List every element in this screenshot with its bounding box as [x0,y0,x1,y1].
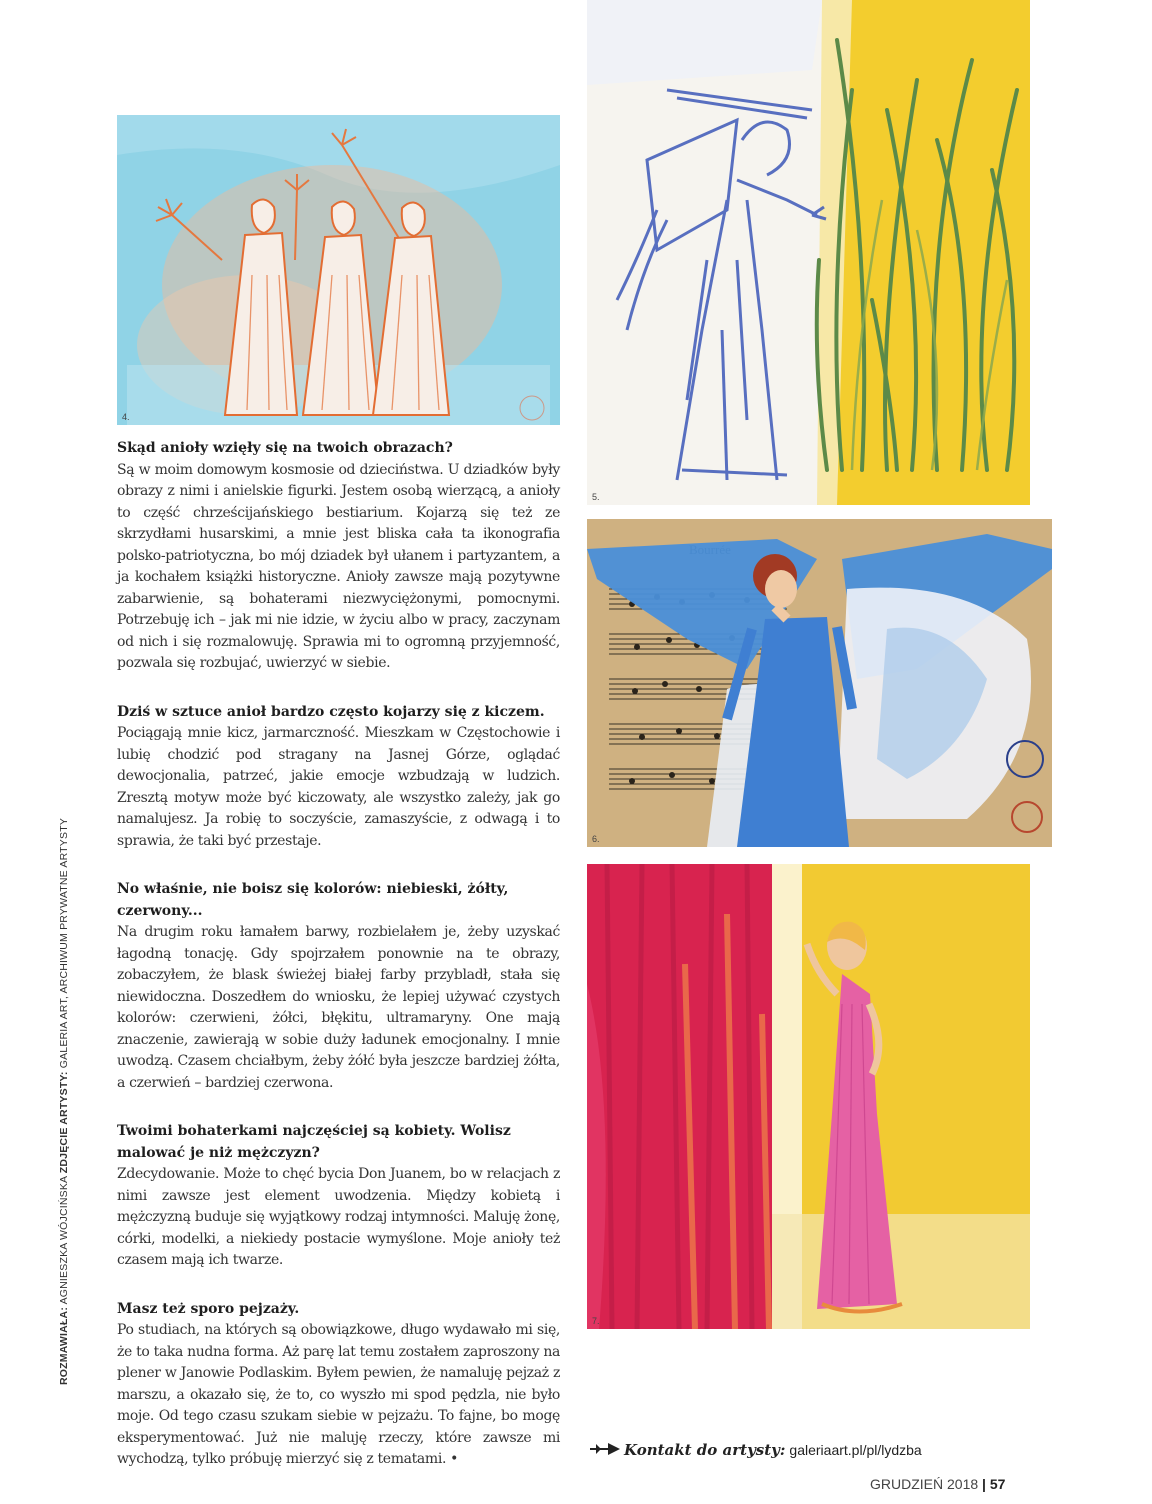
interview-label: ROZMAWIAŁA: [58,1306,70,1385]
qa-block [117,438,560,675]
qa-block [117,879,560,1094]
photo-source: GALERIA ART, ARCHIWUM PRYWATNE ARTYSTY [58,817,70,1069]
gallery-link[interactable]: galeriaart.pl/pl/lydzba [789,1442,922,1458]
answer: Są w moim domowym kosmosie od dzieciństwa. U dziadków były obrazy z nimi i anielskie figurki. Jestem osobą wierzącą, a anioły to część chrześcijańskiego bestiarium. Kojarzą się też ze skrzydłami husarskimi, a mnie jest bliska cała ta ikonografia polsko-patriotyczna, bo mój dziadek był ułanem i partyzantem, a ja kochałem książki historyczne. Anioły zawsze mają pozytywne zabarwienie, są bohaterami niezwyciężonymi, pomocnymi. Potrzebuję ich – jak mi nie idzie, w życiu albo w pracy, zaczynam od nich i się rozmalowuję. Sprawia mi to ogromną przyjemność, pozwala się rozbujać, uwierzyć w siebie. [117,461,560,671]
painting-7 [587,864,1030,1329]
answer: Na drugim roku łamałem barwy, rozbielałem je, żeby uzyskać łagodną tonację. Gdy spojrzałem ponownie na te obrazy, zobaczyłem, że blask świeżej białej farby przybladł, stała się niewidoczna. Doszedłem do wniosku, że lepiej używać czystych kolorów: czerwieni, żółci, błękitu, ultramaryny. One mają znaczenie, zawierają w sobie duży ładunek emocjonalny. I mnie uwodzą. Czasem chciałbym, żeby żółć była jeszcze bardziej żółta, a czerwień – bardziej czerwona. [117,924,560,1091]
contact-label: Kontakt do artysty: [624,1441,786,1459]
page-number: 57 [989,1476,1006,1492]
painting-5 [587,0,1030,505]
painting-6 [587,519,1052,847]
photo-credit [58,805,70,1385]
question: Dziś w sztuce anioł bardzo często kojarzy się z kiczem. [117,703,545,720]
question: No właśnie, nie boisz się kolorów: niebieski, żółty, czerwony... [117,881,509,919]
answer: Po studiach, na których są obowiązkowe, długo wydawało mi się, że to taka nudna forma. Aż parę lat temu zostałem zaproszony na plener w Janowie Podlaskim. Byłem pewien, że namaluję pejzaż z marszu, a okazało się, że to, co wyszło mi spod pędzla, nie było moje. Od tego czasu szukam siebie w pejzażu. To fajne, bo mogę eksperymentować. Już nie maluję rzeczy, które zawsze mi wychodzą, tylko próbuję mierzyć się z tematami. • [117,1322,560,1467]
figure-number: 7. [592,1316,600,1326]
figure-number: 4. [122,412,130,422]
question: Twoimi bohaterkami najczęściej są kobiety. Wolisz malować je niż mężczyzn? [117,1123,511,1161]
question: Skąd anioły wzięły się na twoich obrazach? [117,440,453,456]
footer-separator: | [982,1476,986,1492]
figure-number: 6. [592,834,600,844]
issue-date: GRUDZIEŃ 2018 [870,1476,979,1492]
photo-label: ZDJĘCIE ARTYSTY: [58,1071,70,1174]
artist-contact [590,1440,922,1459]
painting-4 [117,115,560,425]
answer: Pociągają mnie kicz, jarmarczność. Mieszkam w Częstochowie i lubię chodzić pod stragany na Jasnej Górze, oglądać dewocjonalia, patrzeć, jakie emocje wzbudzają w ludzich. Zresztą motyw może być kiczowaty, ale wszystko zależy, jak go namalujesz. Ja robię to soczyście, zamaszyście, z odwagą i to sprawia, że taki być przestaje. [117,725,560,849]
interview-name: AGNIESZKA WÓJCIŃSKA [58,1176,70,1305]
qa-block [117,1121,560,1272]
figure-number: 5. [592,492,600,502]
arrow-right-icon [590,1440,620,1452]
answer: Zdecydowanie. Może to chęć bycia Don Juanem, bo w relacjach z nimi zawsze jest element uwodzenia. Między kobietą i mężczyzną buduje się wyjątkowy rodzaj intymności. Maluję żonę, córki, modelki, a niekiedy postacie wymyślone. Moje anioły też czasem mają ich twarze. [117,1166,560,1268]
qa-block [117,702,560,853]
article-body [117,438,560,1498]
page-footer [870,1476,1005,1492]
qa-block [117,1299,560,1471]
question: Masz też sporo pejzaży. [117,1300,300,1317]
